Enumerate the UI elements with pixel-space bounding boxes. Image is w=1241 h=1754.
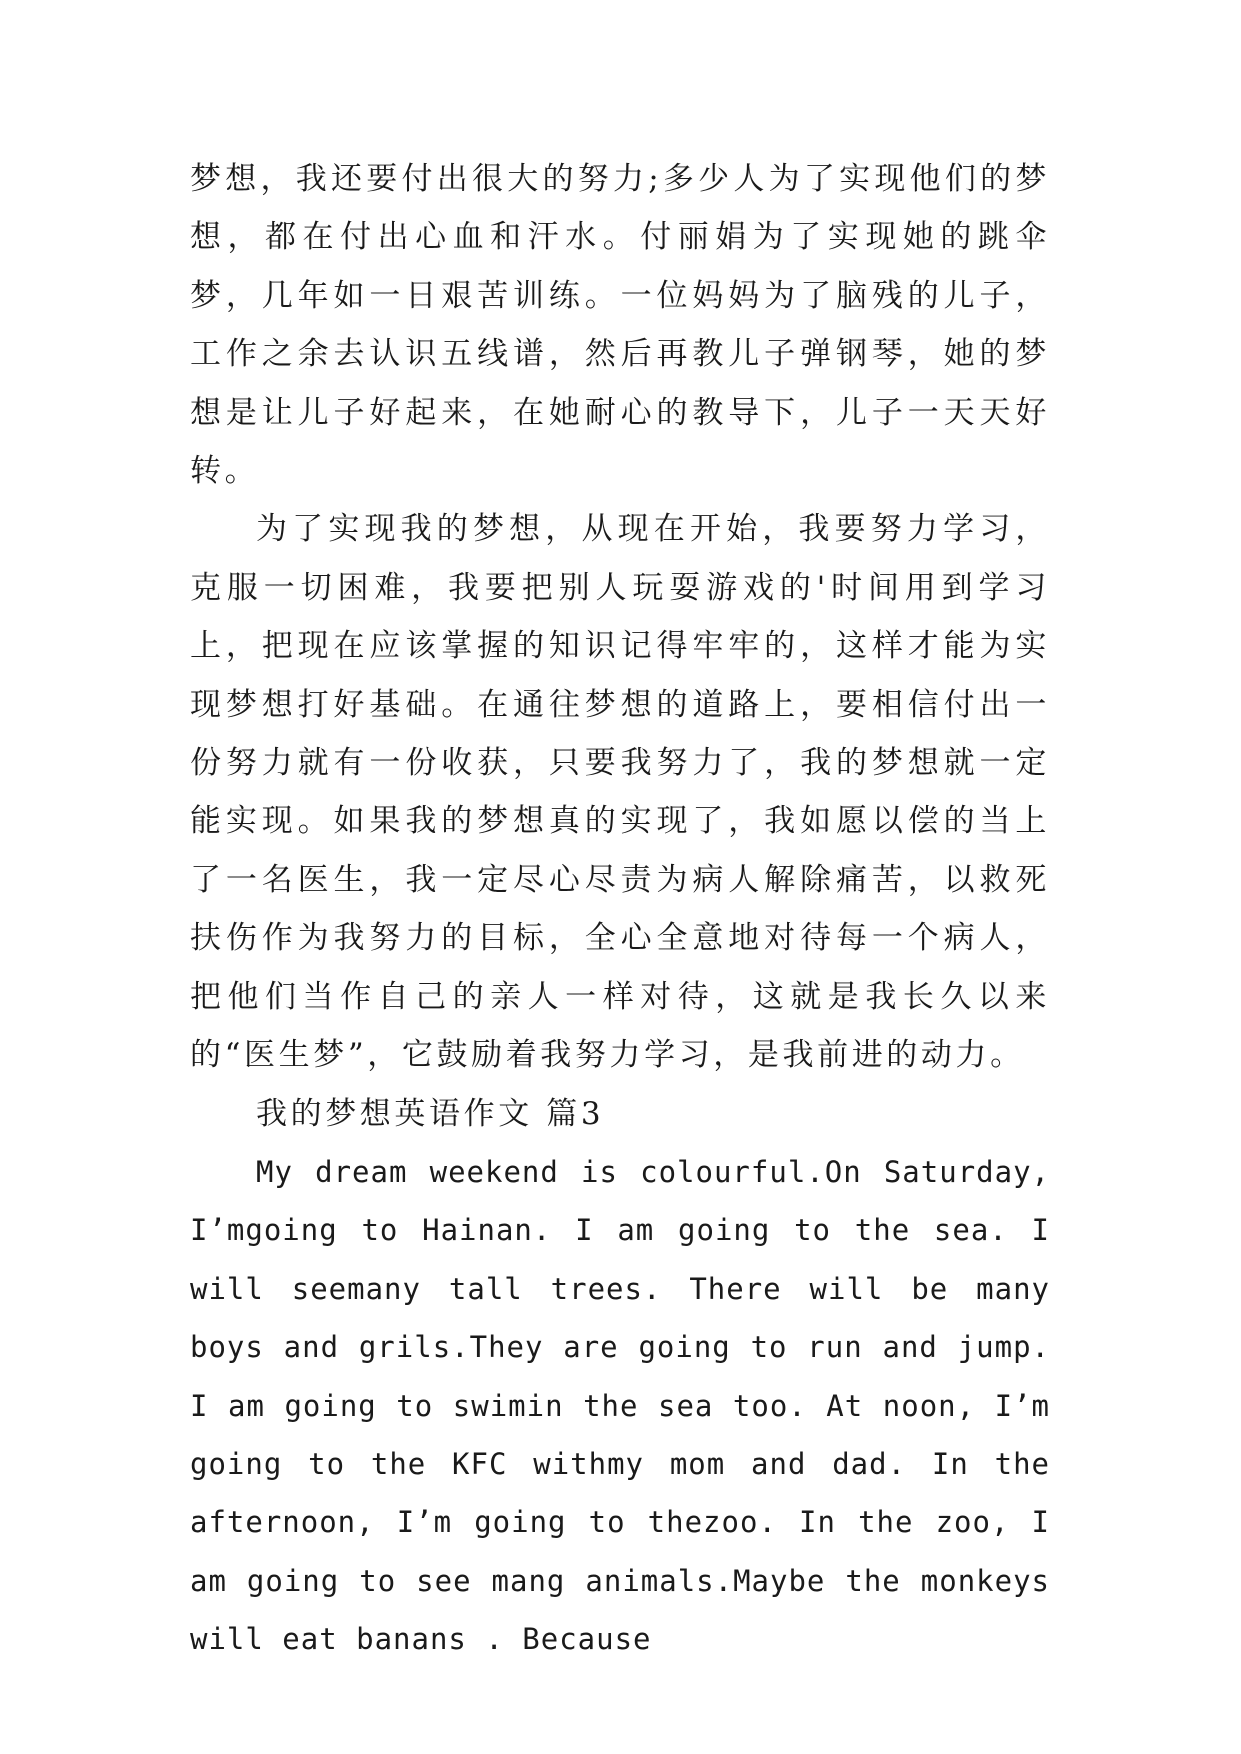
paragraph-english-essay: My dream weekend is colourful.On Saturday, I’mgoing to Hainan. I am going to the sea. I will seemany tall trees. There will be many boys and grils.They are going to run and jump. I am going to swimin the sea too. At noon, I’m going to the KFC withmy mom and dad. In the afternoon, I’m going to thezoo. In the zoo, I am going to see mang animals.Maybe the monkeys will eat banans . Because <box>190 1154 1050 1657</box>
paragraph-dream-effort: 梦想，我还要付出很大的努力;多少人为了实现他们的梦想，都在付出心血和汗水。付丽娟为了实现她的跳伞梦，几年如一日艰苦训练。一位妈妈为了脑残的儿子，工作之余去认识五线谱，然后再教儿子弹钢琴，她的梦想是让儿子好起来，在她耐心的教导下，儿子一天天好转。 <box>190 161 1050 490</box>
document-page <box>190 150 1050 1669</box>
section-heading: 我的梦想英语作文 篇3 <box>256 1095 605 1132</box>
paragraph-doctor-dream: 为了实现我的梦想，从现在开始，我要努力学习，克服一切困难，我要把别人玩耍游戏的'时间用到学习上，把现在应该掌握的知识记得牢牢的，这样才能为实现梦想打好基础。在通往梦想的道路上，要相信付出一份努力就有一份收获，只要我努力了，我的梦想就一定能实现。如果我的梦想真的实现了，我如愿以偿的当上了一名医生，我一定尽心尽责为病人解除痛苦，以救死扶伤作为我努力的目标，全心全意地对待每一个病人，把他们当作自己的亲人一样对待，这就是我长久以来的“医生梦”，它鼓励着我努力学习，是我前进的动力。 <box>190 511 1050 1074</box>
